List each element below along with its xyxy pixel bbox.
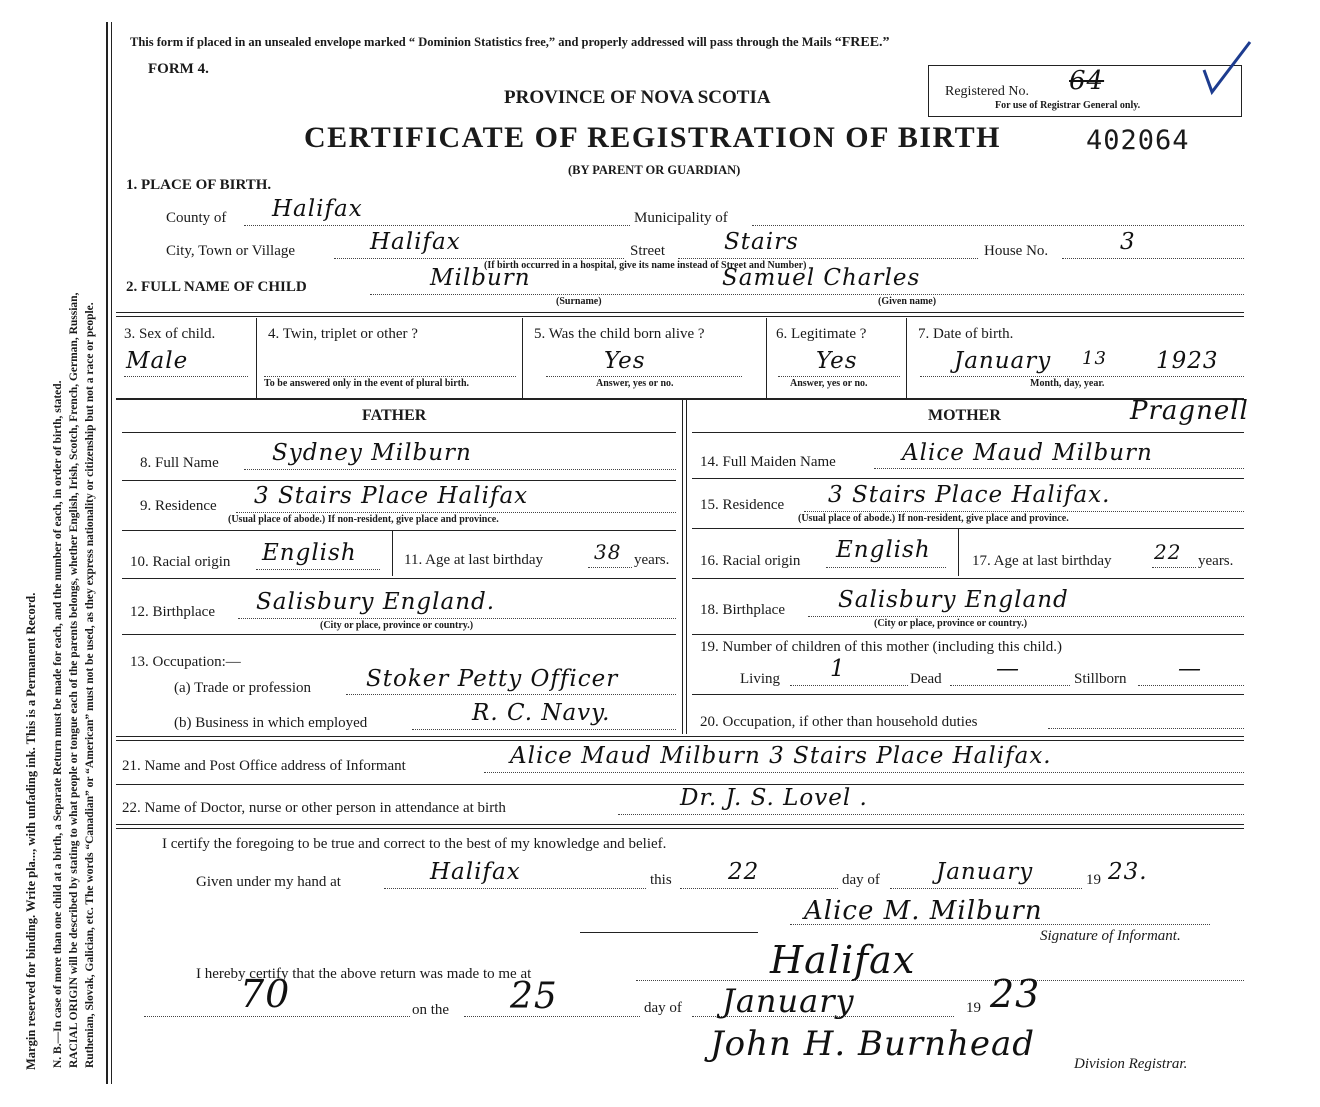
year-prefix: 19 [1086,872,1101,888]
registrar-initial-line [144,1016,410,1017]
parents-divider [682,400,683,734]
this-label: this [650,872,672,888]
sex-label: 3. Sex of child. [124,326,216,342]
mother-name-label: 14. Full Maiden Name [700,454,836,470]
father-trade-value: Stoker Petty Officer [366,666,619,692]
father-race-value: English [262,540,357,566]
margin-rule [106,22,108,1084]
year-value: 23. [1108,859,1148,885]
divider-3-4 [256,318,257,398]
registrar-year: 23 [990,972,1041,1016]
father-business-value: R. C. Navy. [472,700,611,726]
mother-race-divider [958,528,959,576]
given-label: Given under my hand at [196,874,341,890]
margin-note-racial-origin: RACIAL ORIGIN will be described by stating to what people or tongue each of the parents belongs, whether English, Irish, Scotch, French, German, Russian, [68,292,80,1068]
mother-race-line [826,567,946,568]
rule-top-table [116,312,1244,313]
street-line [678,258,978,259]
city-line [334,258,624,259]
father-business-line [412,729,676,730]
rule-father-1 [122,432,676,433]
registrar-statement: I hereby certify that the above return was made to me at [196,966,532,982]
mail-note: This form if placed in an unsealed envelope marked “ Dominion Statistics free,” and properly addressed will pass through the Mails “FREE.” [130,35,890,50]
registrar-year-prefix: 19 [966,1000,981,1016]
mother-living-line [790,685,908,686]
mother-living-label: Living [740,671,780,687]
street-label: Street [630,243,665,259]
dob-line [920,376,1244,377]
father-birthplace-caption: (City or place, province or country.) [320,620,474,631]
doctor-value: Dr. J. S. Lovel . [680,785,868,811]
mother-age-value: 22 [1154,540,1182,564]
father-heading: FATHER [362,407,427,424]
given-place-value: Halifax [430,859,521,885]
child-name-label: 2. FULL NAME OF CHILD [126,279,307,295]
father-business-label: (b) Business in which employed [174,715,368,731]
father-age-line [588,567,632,568]
house-line [1062,258,1244,259]
rule-informant-top-2 [116,740,1244,741]
place-heading: 1. PLACE OF BIRTH. [126,177,272,193]
mother-race-label: 16. Racial origin [700,553,801,569]
twin-label: 4. Twin, triplet or other ? [268,326,418,342]
father-age-label: 11. Age at last birthday [404,552,543,568]
rule-father-4 [122,578,676,579]
municipality-label: Municipality of [634,210,728,226]
province-heading: PROVINCE OF NOVA SCOTIA [504,87,771,108]
sex-line [124,376,248,377]
informant-signature: Alice M. Milburn [804,896,1043,926]
rule-father-5 [122,634,676,635]
rule-mother-4 [692,578,1244,579]
legitimate-value: Yes [816,348,858,374]
page-title: CERTIFICATE OF REGISTRATION OF BIRTH [304,121,1001,154]
check-mark-icon [1196,38,1256,98]
doctor-label: 22. Name of Doctor, nurse or other person in attendance at birth [122,800,506,816]
dob-day: 13 [1082,348,1107,369]
legitimate-label: 6. Legitimate ? [776,326,867,342]
child-name-line [370,294,1244,295]
father-birthplace-line [238,618,676,619]
mother-living-value: 1 [830,656,846,682]
father-trade-line [346,694,676,695]
mother-residence-line [804,511,1244,512]
registrar-box [928,65,1242,117]
mother-dead-line [950,685,1070,686]
signature-line [790,924,1210,925]
alive-label: 5. Was the child born alive ? [534,326,705,342]
mother-birthplace-value: Salisbury England [838,587,1069,613]
mother-age-line [1152,567,1196,568]
rule-top-table-2 [116,316,1244,317]
rule-mother-1 [692,432,1244,433]
rule-mother-5 [692,634,1244,635]
informant-label: 21. Name and Post Office address of Informant [122,758,406,774]
father-occupation-label: 13. Occupation:— [130,654,241,670]
father-name-label: 8. Full Name [140,455,219,471]
child-surname: Milburn [430,265,531,291]
rule-mother-6 [692,694,1244,695]
informant-line [484,772,1244,773]
dob-month: January [954,348,1052,374]
mother-name-value: Alice Maud Milburn [902,440,1153,466]
city-label: City, Town or Village [166,243,296,259]
dob-year: 1923 [1156,348,1219,374]
divider-4-5 [522,318,523,398]
day-of-label: day of [842,872,880,888]
margin-rule-inner [111,22,112,1084]
mother-occupation-line [1048,728,1244,729]
registered-label: Registered No. [945,84,1029,99]
registrar-signature: John H. Burnhead [710,1024,1036,1064]
sex-value: Male [126,348,189,374]
father-race-divider [392,530,393,576]
rule-certify-top [116,824,1244,825]
registered-value: 64 [1069,66,1105,96]
alive-value: Yes [604,348,646,374]
signature-rule-left [580,932,758,933]
rule-certify-top-2 [116,828,1244,829]
mother-birthplace-label: 18. Birthplace [700,602,785,618]
mother-stillborn-line [1138,685,1244,686]
mother-residence-value: 3 Stairs Place Halifax. [828,482,1111,508]
house-value: 3 [1120,229,1136,255]
registrar-use-note: For use of Registrar General only. [995,100,1141,111]
mother-children-label: 19. Number of children of this mother (including this child.) [700,639,1063,655]
father-birthplace-value: Salisbury England. [256,589,496,615]
municipality-line [752,225,1244,226]
mother-age-label: 17. Age at last birthday [972,553,1112,569]
mother-age-years: years. [1198,553,1234,569]
doctor-line [618,814,1244,815]
twin-note: To be answered only in the event of plural birth. [264,378,470,389]
rule-informant-top [116,736,1244,737]
twin-line [264,376,516,377]
father-name-line [244,469,676,470]
mother-birthplace-caption: (City or place, province or country.) [874,618,1028,629]
rule-father-2 [122,480,676,481]
rule-mother-3 [692,528,1244,529]
mother-dead-value: — [996,656,1020,682]
registrar-day-of-label: day of [644,1000,682,1016]
certificate-number: 402064 [1086,125,1190,156]
city-value: Halifax [370,229,461,255]
dob-label: 7. Date of birth. [918,326,1014,342]
certify-statement: I certify the foregoing to be true and correct to the best of my knowledge and belief. [162,836,667,852]
mother-race-value: English [836,537,931,563]
mother-maiden-extra: Pragnell [1130,396,1249,426]
county-label: County of [166,210,227,226]
month-value: January [936,859,1034,885]
margin-note-racial-origin-2: Ruthenian, Slovak, Galician, etc. The words “Canadian” or “American” must not be used, as they express nationality or citizenship but not a race or people. [84,302,96,1068]
father-residence-label: 9. Residence [140,498,217,514]
county-line [244,225,630,226]
on-the-label: on the [412,1002,450,1018]
child-given-name: Samuel Charles [722,265,921,291]
margin-note-multiple-births: N. B.—In case of more than one child at a birth, a Separate Return must be made for each, and the number of each, in order of birth, stated. [52,380,64,1068]
mother-stillborn-label: Stillborn [1074,671,1127,687]
father-birthplace-label: 12. Birthplace [130,604,215,620]
registrar-day: 25 [510,976,558,1017]
registrar-place-line [636,980,1244,981]
surname-caption: (Surname) [556,296,602,307]
hospital-note: (If birth occurred in a hospital, give its name instead of Street and Number) [484,260,807,271]
month-line [890,888,1082,889]
page-subtitle: (BY PARENT OR GUARDIAN) [568,163,741,177]
mother-residence-caption: (Usual place of abode.) If non-resident, give place and province. [798,513,1069,524]
rule-mother-2 [692,478,1244,479]
informant-value: Alice Maud Milburn 3 Stairs Place Halifax. [510,743,1052,769]
divider-5-6 [766,318,767,398]
mother-dead-label: Dead [910,671,942,687]
alive-line [546,376,742,377]
signature-label: Signature of Informant. [1040,928,1181,944]
father-age-years: years. [634,552,670,568]
dob-caption: Month, day, year. [1030,378,1105,389]
mother-birthplace-line [808,616,1244,617]
divider-6-7 [906,318,907,398]
alive-caption: Answer, yes or no. [596,378,674,389]
day-value: 22 [728,859,760,885]
legitimate-caption: Answer, yes or no. [790,378,868,389]
house-label: House No. [984,243,1049,259]
father-race-line [256,569,380,570]
margin-note-binding: Margin reserved for binding. Write pla..., with unfading ink. This is a Permanent Record. [24,592,38,1070]
registrar-label: Division Registrar. [1074,1056,1188,1072]
registrar-initial: 70 [240,972,291,1016]
mother-name-line [874,468,1244,469]
father-race-label: 10. Racial origin [130,554,231,570]
given-place-line [384,888,646,889]
rule-parents-top [116,398,1244,400]
rule-father-3 [122,530,676,531]
street-value: Stairs [724,229,799,255]
father-residence-line [236,512,676,513]
form-number: FORM 4. [148,61,209,77]
parents-divider-2 [686,400,687,734]
father-residence-value: 3 Stairs Place Halifax [254,483,529,509]
father-age-value: 38 [594,540,622,564]
registrar-place-value: Halifax [770,938,916,982]
mother-heading: MOTHER [928,407,1001,424]
day-line [680,888,838,889]
registrar-month: January [722,982,855,1020]
father-trade-label: (a) Trade or profession [174,680,312,696]
mother-stillborn-value: — [1178,656,1202,682]
father-name-value: Sydney Milburn [272,440,472,466]
county-value: Halifax [272,196,363,222]
legitimate-line [778,376,900,377]
mother-residence-label: 15. Residence [700,497,785,513]
father-residence-caption: (Usual place of abode.) If non-resident, give place and province. [228,514,499,525]
mother-occupation-label: 20. Occupation, if other than household duties [700,714,978,730]
given-caption: (Given name) [878,296,937,307]
